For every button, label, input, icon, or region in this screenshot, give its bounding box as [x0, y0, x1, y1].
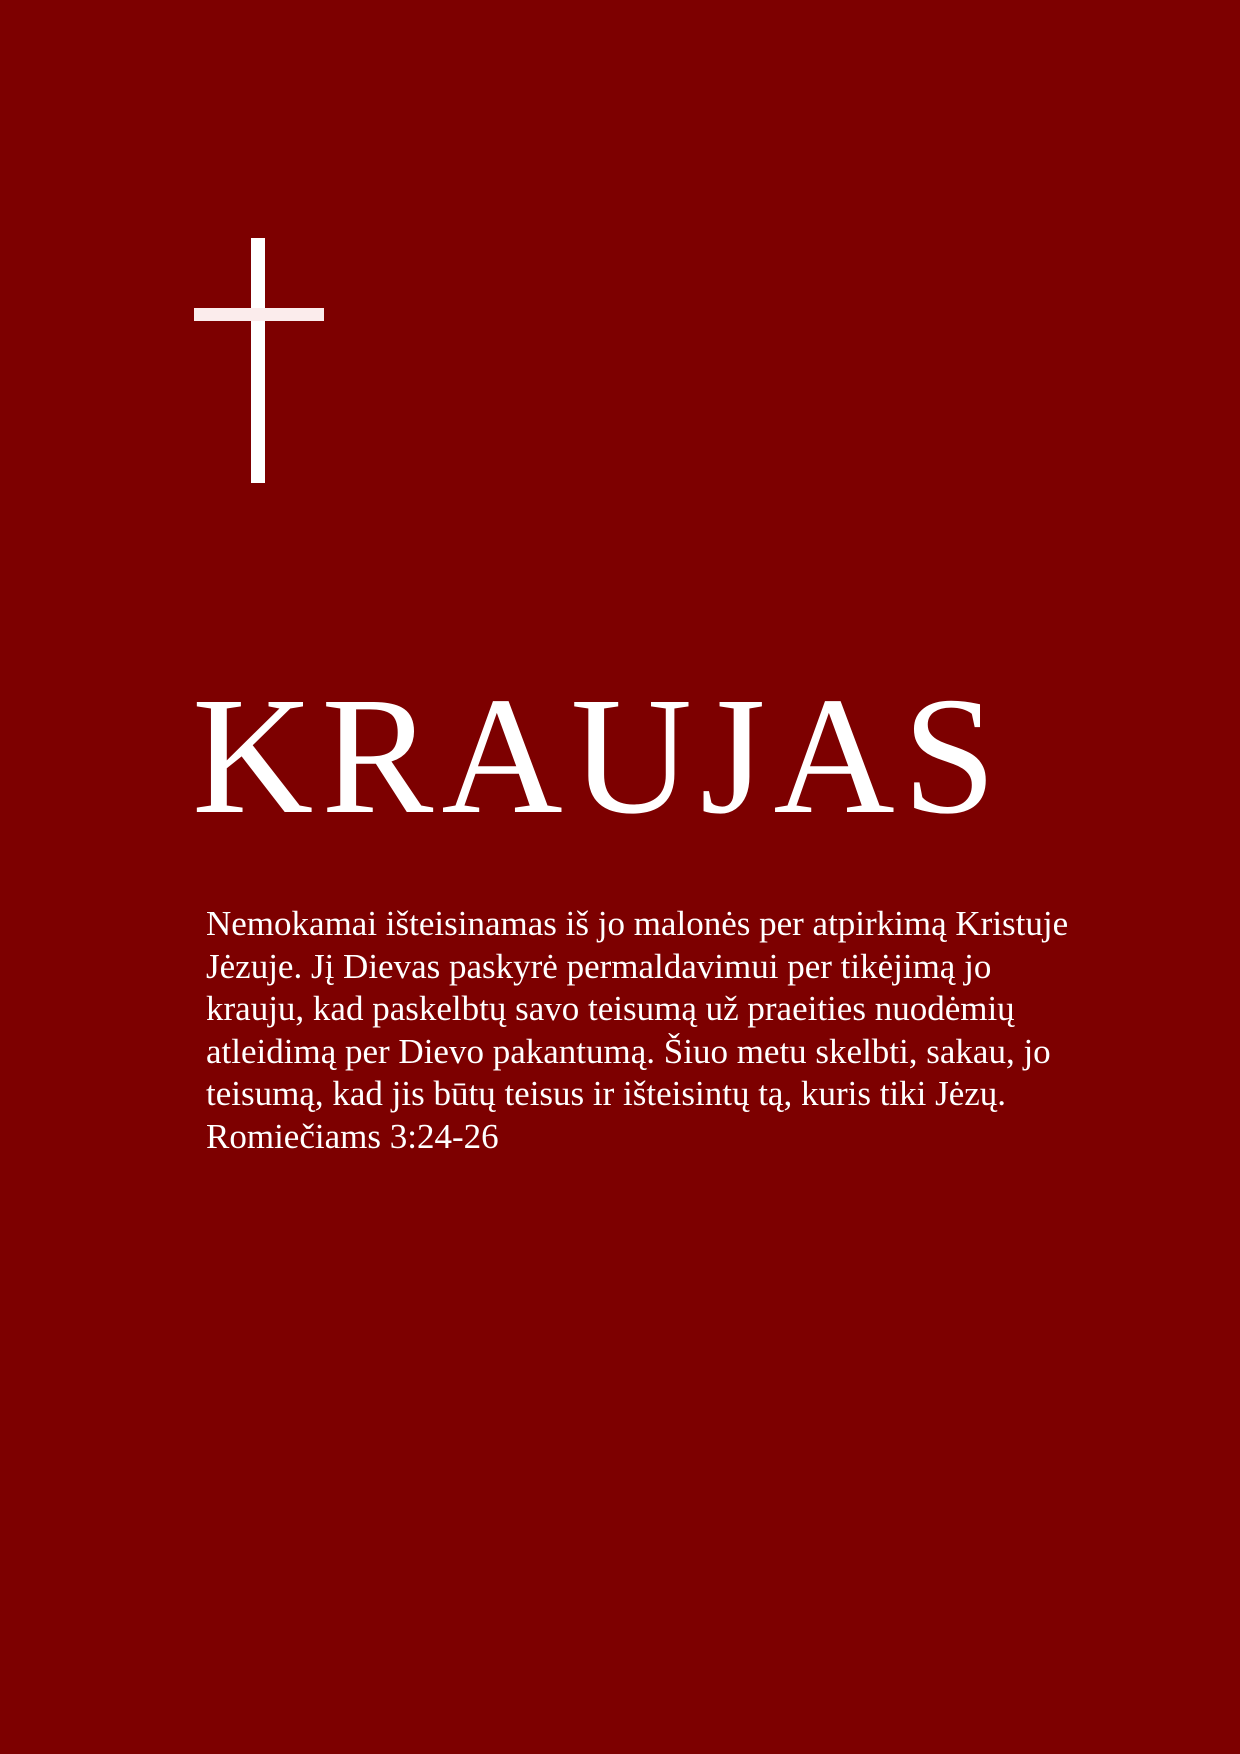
cross-horizontal-bar — [194, 308, 324, 321]
cross-vertical-bar — [251, 238, 265, 483]
page-title: KRAUJAS — [192, 663, 1005, 849]
cross-icon — [194, 238, 324, 483]
bible-verse: Nemokamai išteisinamas iš jo malonės per atpirkimą Kristuje Jėzuje. Jį Dievas paskyrė permaldavimui per tikėjimą jo krauju, kad paskelbtų savo teisumą už praeities nuodėmių atleidimą per Dievo pakantumą. Šiuo metu skelbti, sakau, jo teisumą, kad jis būtų teisus ir išteisintų tą, kuris tiki Jėzų. Romiečiams 3:24-26 — [206, 904, 1069, 1156]
